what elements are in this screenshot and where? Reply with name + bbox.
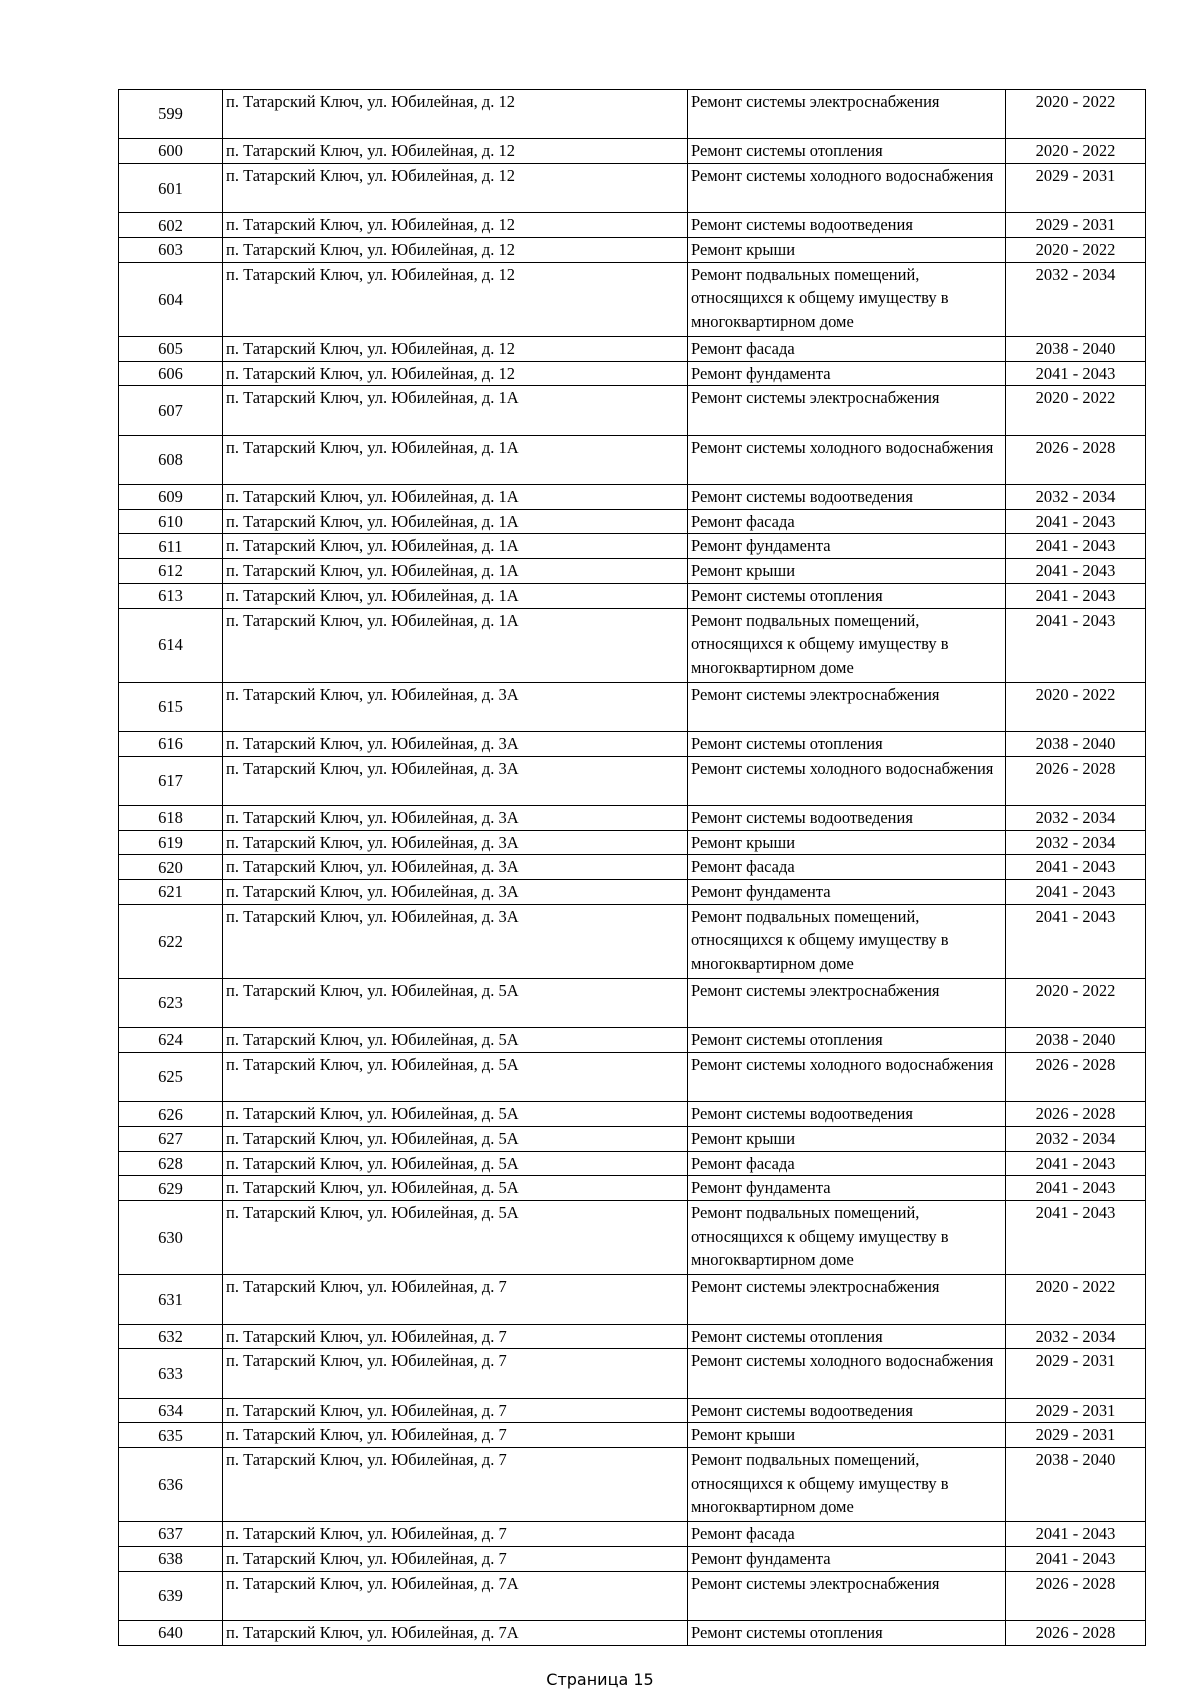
address-cell: п. Татарский Ключ, ул. Юбилейная, д. 1А bbox=[223, 386, 688, 435]
address-cell: п. Татарский Ключ, ул. Юбилейная, д. 3А bbox=[223, 855, 688, 880]
work-type-cell: Ремонт фундамента bbox=[688, 361, 1006, 386]
period-cell: 2041 - 2043 bbox=[1006, 534, 1146, 559]
address-cell: п. Татарский Ключ, ул. Юбилейная, д. 1А bbox=[223, 559, 688, 584]
period-cell: 2041 - 2043 bbox=[1006, 1176, 1146, 1201]
row-number-cell: 633 bbox=[119, 1349, 223, 1398]
row-number-cell: 611 bbox=[119, 534, 223, 559]
row-number-cell: 615 bbox=[119, 682, 223, 731]
work-type-cell: Ремонт фасада bbox=[688, 1151, 1006, 1176]
address-cell: п. Татарский Ключ, ул. Юбилейная, д. 5А bbox=[223, 1176, 688, 1201]
address-cell: п. Татарский Ключ, ул. Юбилейная, д. 12 bbox=[223, 164, 688, 213]
table-row bbox=[119, 509, 1146, 534]
table-row bbox=[119, 336, 1146, 361]
row-number-cell: 632 bbox=[119, 1324, 223, 1349]
row-number-cell: 636 bbox=[119, 1448, 223, 1522]
period-cell: 2041 - 2043 bbox=[1006, 509, 1146, 534]
row-number-cell: 622 bbox=[119, 904, 223, 978]
work-type-cell: Ремонт фундамента bbox=[688, 534, 1006, 559]
period-cell: 2020 - 2022 bbox=[1006, 1275, 1146, 1324]
work-type-cell: Ремонт системы электроснабжения bbox=[688, 386, 1006, 435]
period-cell: 2032 - 2034 bbox=[1006, 262, 1146, 336]
work-type-cell: Ремонт подвальных помещений, относящихся к общему имуществу в многоквартирном доме bbox=[688, 1201, 1006, 1275]
table-row bbox=[119, 608, 1146, 682]
row-number-cell: 620 bbox=[119, 855, 223, 880]
work-type-cell: Ремонт системы водоотведения bbox=[688, 485, 1006, 510]
work-type-cell: Ремонт подвальных помещений, относящихся к общему имуществу в многоквартирном доме bbox=[688, 904, 1006, 978]
row-number-cell: 627 bbox=[119, 1127, 223, 1152]
table-row bbox=[119, 1398, 1146, 1423]
period-cell: 2041 - 2043 bbox=[1006, 1201, 1146, 1275]
period-cell: 2026 - 2028 bbox=[1006, 756, 1146, 805]
work-type-cell: Ремонт фасада bbox=[688, 855, 1006, 880]
table-row bbox=[119, 583, 1146, 608]
period-cell: 2041 - 2043 bbox=[1006, 855, 1146, 880]
period-cell: 2020 - 2022 bbox=[1006, 90, 1146, 139]
period-cell: 2041 - 2043 bbox=[1006, 361, 1146, 386]
table-row bbox=[119, 534, 1146, 559]
table-row bbox=[119, 1201, 1146, 1275]
period-cell: 2029 - 2031 bbox=[1006, 213, 1146, 238]
work-type-cell: Ремонт фасада bbox=[688, 509, 1006, 534]
table-row bbox=[119, 485, 1146, 510]
work-type-cell: Ремонт фундамента bbox=[688, 1176, 1006, 1201]
period-cell: 2041 - 2043 bbox=[1006, 880, 1146, 905]
work-type-cell: Ремонт системы электроснабжения bbox=[688, 1571, 1006, 1620]
row-number-cell: 601 bbox=[119, 164, 223, 213]
table-row bbox=[119, 386, 1146, 435]
address-cell: п. Татарский Ключ, ул. Юбилейная, д. 3А bbox=[223, 682, 688, 731]
row-number-cell: 605 bbox=[119, 336, 223, 361]
table-row bbox=[119, 361, 1146, 386]
address-cell: п. Татарский Ключ, ул. Юбилейная, д. 7 bbox=[223, 1349, 688, 1398]
row-number-cell: 602 bbox=[119, 213, 223, 238]
address-cell: п. Татарский Ключ, ул. Юбилейная, д. 3А bbox=[223, 806, 688, 831]
period-cell: 2041 - 2043 bbox=[1006, 1546, 1146, 1571]
work-type-cell: Ремонт системы холодного водоснабжения bbox=[688, 164, 1006, 213]
row-number-cell: 628 bbox=[119, 1151, 223, 1176]
period-cell: 2029 - 2031 bbox=[1006, 164, 1146, 213]
address-cell: п. Татарский Ключ, ул. Юбилейная, д. 12 bbox=[223, 262, 688, 336]
work-type-cell: Ремонт фасада bbox=[688, 1522, 1006, 1547]
period-cell: 2038 - 2040 bbox=[1006, 336, 1146, 361]
table-row bbox=[119, 1028, 1146, 1053]
period-cell: 2029 - 2031 bbox=[1006, 1423, 1146, 1448]
table-row bbox=[119, 435, 1146, 484]
address-cell: п. Татарский Ключ, ул. Юбилейная, д. 5А bbox=[223, 1127, 688, 1152]
row-number-cell: 604 bbox=[119, 262, 223, 336]
period-cell: 2026 - 2028 bbox=[1006, 1620, 1146, 1645]
work-type-cell: Ремонт крыши bbox=[688, 559, 1006, 584]
table-row bbox=[119, 806, 1146, 831]
period-cell: 2026 - 2028 bbox=[1006, 1571, 1146, 1620]
table-row bbox=[119, 1275, 1146, 1324]
row-number-cell: 637 bbox=[119, 1522, 223, 1547]
table-row bbox=[119, 1571, 1146, 1620]
address-cell: п. Татарский Ключ, ул. Юбилейная, д. 12 bbox=[223, 90, 688, 139]
table-row bbox=[119, 213, 1146, 238]
table-row bbox=[119, 90, 1146, 139]
address-cell: п. Татарский Ключ, ул. Юбилейная, д. 5А bbox=[223, 1028, 688, 1053]
work-type-cell: Ремонт фундамента bbox=[688, 1546, 1006, 1571]
work-type-cell: Ремонт системы отопления bbox=[688, 1028, 1006, 1053]
period-cell: 2041 - 2043 bbox=[1006, 583, 1146, 608]
work-type-cell: Ремонт системы электроснабжения bbox=[688, 90, 1006, 139]
work-type-cell: Ремонт подвальных помещений, относящихся к общему имуществу в многоквартирном доме bbox=[688, 1448, 1006, 1522]
table-row bbox=[119, 262, 1146, 336]
table-row bbox=[119, 139, 1146, 164]
period-cell: 2029 - 2031 bbox=[1006, 1398, 1146, 1423]
work-type-cell: Ремонт подвальных помещений, относящихся к общему имуществу в многоквартирном доме bbox=[688, 262, 1006, 336]
period-cell: 2026 - 2028 bbox=[1006, 435, 1146, 484]
table-row bbox=[119, 1127, 1146, 1152]
address-cell: п. Татарский Ключ, ул. Юбилейная, д. 5А bbox=[223, 1151, 688, 1176]
row-number-cell: 603 bbox=[119, 238, 223, 263]
address-cell: п. Татарский Ключ, ул. Юбилейная, д. 1А bbox=[223, 608, 688, 682]
address-cell: п. Татарский Ключ, ул. Юбилейная, д. 5А bbox=[223, 1201, 688, 1275]
row-number-cell: 607 bbox=[119, 386, 223, 435]
work-type-cell: Ремонт системы электроснабжения bbox=[688, 978, 1006, 1027]
address-cell: п. Татарский Ключ, ул. Юбилейная, д. 3А bbox=[223, 904, 688, 978]
row-number-cell: 610 bbox=[119, 509, 223, 534]
address-cell: п. Татарский Ключ, ул. Юбилейная, д. 1А bbox=[223, 435, 688, 484]
row-number-cell: 623 bbox=[119, 978, 223, 1027]
address-cell: п. Татарский Ключ, ул. Юбилейная, д. 7А bbox=[223, 1571, 688, 1620]
period-cell: 2041 - 2043 bbox=[1006, 559, 1146, 584]
table-row bbox=[119, 855, 1146, 880]
row-number-cell: 600 bbox=[119, 139, 223, 164]
row-number-cell: 626 bbox=[119, 1102, 223, 1127]
period-cell: 2032 - 2034 bbox=[1006, 1324, 1146, 1349]
table-row bbox=[119, 756, 1146, 805]
work-type-cell: Ремонт системы холодного водоснабжения bbox=[688, 756, 1006, 805]
table-row bbox=[119, 1053, 1146, 1102]
work-type-cell: Ремонт крыши bbox=[688, 830, 1006, 855]
row-number-cell: 599 bbox=[119, 90, 223, 139]
page-number-label: Страница 15 bbox=[546, 1670, 654, 1689]
address-cell: п. Татарский Ключ, ул. Юбилейная, д. 1А bbox=[223, 509, 688, 534]
work-type-cell: Ремонт крыши bbox=[688, 1127, 1006, 1152]
address-cell: п. Татарский Ключ, ул. Юбилейная, д. 5А bbox=[223, 1053, 688, 1102]
row-number-cell: 613 bbox=[119, 583, 223, 608]
address-cell: п. Татарский Ключ, ул. Юбилейная, д. 3А bbox=[223, 756, 688, 805]
table-row bbox=[119, 1324, 1146, 1349]
table-body bbox=[119, 90, 1146, 1646]
address-cell: п. Татарский Ключ, ул. Юбилейная, д. 1А bbox=[223, 534, 688, 559]
page-footer bbox=[0, 1670, 1200, 1689]
table-row bbox=[119, 978, 1146, 1027]
row-number-cell: 617 bbox=[119, 756, 223, 805]
row-number-cell: 629 bbox=[119, 1176, 223, 1201]
address-cell: п. Татарский Ключ, ул. Юбилейная, д. 3А bbox=[223, 880, 688, 905]
period-cell: 2026 - 2028 bbox=[1006, 1053, 1146, 1102]
table-row bbox=[119, 559, 1146, 584]
period-cell: 2041 - 2043 bbox=[1006, 1522, 1146, 1547]
address-cell: п. Татарский Ключ, ул. Юбилейная, д. 1А bbox=[223, 485, 688, 510]
row-number-cell: 630 bbox=[119, 1201, 223, 1275]
period-cell: 2041 - 2043 bbox=[1006, 1151, 1146, 1176]
row-number-cell: 624 bbox=[119, 1028, 223, 1053]
address-cell: п. Татарский Ключ, ул. Юбилейная, д. 7А bbox=[223, 1620, 688, 1645]
row-number-cell: 625 bbox=[119, 1053, 223, 1102]
address-cell: п. Татарский Ключ, ул. Юбилейная, д. 5А bbox=[223, 978, 688, 1027]
row-number-cell: 639 bbox=[119, 1571, 223, 1620]
address-cell: п. Татарский Ключ, ул. Юбилейная, д. 7 bbox=[223, 1398, 688, 1423]
address-cell: п. Татарский Ключ, ул. Юбилейная, д. 7 bbox=[223, 1522, 688, 1547]
address-cell: п. Татарский Ключ, ул. Юбилейная, д. 7 bbox=[223, 1324, 688, 1349]
period-cell: 2032 - 2034 bbox=[1006, 806, 1146, 831]
row-number-cell: 614 bbox=[119, 608, 223, 682]
table-row bbox=[119, 1176, 1146, 1201]
row-number-cell: 608 bbox=[119, 435, 223, 484]
table-row bbox=[119, 1522, 1146, 1547]
period-cell: 2032 - 2034 bbox=[1006, 485, 1146, 510]
address-cell: п. Татарский Ключ, ул. Юбилейная, д. 3А bbox=[223, 732, 688, 757]
work-type-cell: Ремонт системы водоотведения bbox=[688, 1102, 1006, 1127]
table-row bbox=[119, 682, 1146, 731]
work-type-cell: Ремонт системы отопления bbox=[688, 732, 1006, 757]
work-type-cell: Ремонт системы электроснабжения bbox=[688, 682, 1006, 731]
table-row bbox=[119, 1448, 1146, 1522]
row-number-cell: 618 bbox=[119, 806, 223, 831]
work-type-cell: Ремонт системы холодного водоснабжения bbox=[688, 435, 1006, 484]
table-row bbox=[119, 238, 1146, 263]
work-type-cell: Ремонт системы электроснабжения bbox=[688, 1275, 1006, 1324]
address-cell: п. Татарский Ключ, ул. Юбилейная, д. 1А bbox=[223, 583, 688, 608]
work-type-cell: Ремонт системы холодного водоснабжения bbox=[688, 1349, 1006, 1398]
period-cell: 2038 - 2040 bbox=[1006, 1448, 1146, 1522]
work-type-cell: Ремонт фундамента bbox=[688, 880, 1006, 905]
address-cell: п. Татарский Ключ, ул. Юбилейная, д. 12 bbox=[223, 336, 688, 361]
address-cell: п. Татарский Ключ, ул. Юбилейная, д. 12 bbox=[223, 139, 688, 164]
address-cell: п. Татарский Ключ, ул. Юбилейная, д. 3А bbox=[223, 830, 688, 855]
period-cell: 2026 - 2028 bbox=[1006, 1102, 1146, 1127]
row-number-cell: 638 bbox=[119, 1546, 223, 1571]
period-cell: 2020 - 2022 bbox=[1006, 238, 1146, 263]
period-cell: 2020 - 2022 bbox=[1006, 978, 1146, 1027]
period-cell: 2020 - 2022 bbox=[1006, 386, 1146, 435]
table-row bbox=[119, 1102, 1146, 1127]
repair-schedule-table bbox=[118, 89, 1146, 1646]
row-number-cell: 634 bbox=[119, 1398, 223, 1423]
row-number-cell: 631 bbox=[119, 1275, 223, 1324]
period-cell: 2020 - 2022 bbox=[1006, 139, 1146, 164]
work-type-cell: Ремонт крыши bbox=[688, 1423, 1006, 1448]
table-row bbox=[119, 1423, 1146, 1448]
work-type-cell: Ремонт крыши bbox=[688, 238, 1006, 263]
period-cell: 2041 - 2043 bbox=[1006, 904, 1146, 978]
period-cell: 2020 - 2022 bbox=[1006, 682, 1146, 731]
period-cell: 2041 - 2043 bbox=[1006, 608, 1146, 682]
address-cell: п. Татарский Ключ, ул. Юбилейная, д. 12 bbox=[223, 213, 688, 238]
period-cell: 2038 - 2040 bbox=[1006, 1028, 1146, 1053]
table-row bbox=[119, 164, 1146, 213]
address-cell: п. Татарский Ключ, ул. Юбилейная, д. 7 bbox=[223, 1546, 688, 1571]
table-row bbox=[119, 904, 1146, 978]
period-cell: 2038 - 2040 bbox=[1006, 732, 1146, 757]
work-type-cell: Ремонт системы водоотведения bbox=[688, 806, 1006, 831]
table-row bbox=[119, 1349, 1146, 1398]
work-type-cell: Ремонт системы водоотведения bbox=[688, 213, 1006, 238]
table-row bbox=[119, 1546, 1146, 1571]
period-cell: 2029 - 2031 bbox=[1006, 1349, 1146, 1398]
row-number-cell: 612 bbox=[119, 559, 223, 584]
row-number-cell: 616 bbox=[119, 732, 223, 757]
work-type-cell: Ремонт системы отопления bbox=[688, 1324, 1006, 1349]
table-row bbox=[119, 880, 1146, 905]
row-number-cell: 609 bbox=[119, 485, 223, 510]
work-type-cell: Ремонт системы отопления bbox=[688, 583, 1006, 608]
work-type-cell: Ремонт системы отопления bbox=[688, 139, 1006, 164]
work-type-cell: Ремонт подвальных помещений, относящихся к общему имуществу в многоквартирном доме bbox=[688, 608, 1006, 682]
table-row bbox=[119, 830, 1146, 855]
address-cell: п. Татарский Ключ, ул. Юбилейная, д. 7 bbox=[223, 1275, 688, 1324]
table-row bbox=[119, 732, 1146, 757]
work-type-cell: Ремонт системы отопления bbox=[688, 1620, 1006, 1645]
period-cell: 2032 - 2034 bbox=[1006, 1127, 1146, 1152]
work-type-cell: Ремонт системы холодного водоснабжения bbox=[688, 1053, 1006, 1102]
address-cell: п. Татарский Ключ, ул. Юбилейная, д. 7 bbox=[223, 1448, 688, 1522]
period-cell: 2032 - 2034 bbox=[1006, 830, 1146, 855]
work-type-cell: Ремонт системы водоотведения bbox=[688, 1398, 1006, 1423]
address-cell: п. Татарский Ключ, ул. Юбилейная, д. 5А bbox=[223, 1102, 688, 1127]
row-number-cell: 619 bbox=[119, 830, 223, 855]
row-number-cell: 606 bbox=[119, 361, 223, 386]
work-type-cell: Ремонт фасада bbox=[688, 336, 1006, 361]
address-cell: п. Татарский Ключ, ул. Юбилейная, д. 12 bbox=[223, 361, 688, 386]
address-cell: п. Татарский Ключ, ул. Юбилейная, д. 7 bbox=[223, 1423, 688, 1448]
table-row bbox=[119, 1151, 1146, 1176]
row-number-cell: 635 bbox=[119, 1423, 223, 1448]
table-row bbox=[119, 1620, 1146, 1645]
address-cell: п. Татарский Ключ, ул. Юбилейная, д. 12 bbox=[223, 238, 688, 263]
row-number-cell: 621 bbox=[119, 880, 223, 905]
row-number-cell: 640 bbox=[119, 1620, 223, 1645]
